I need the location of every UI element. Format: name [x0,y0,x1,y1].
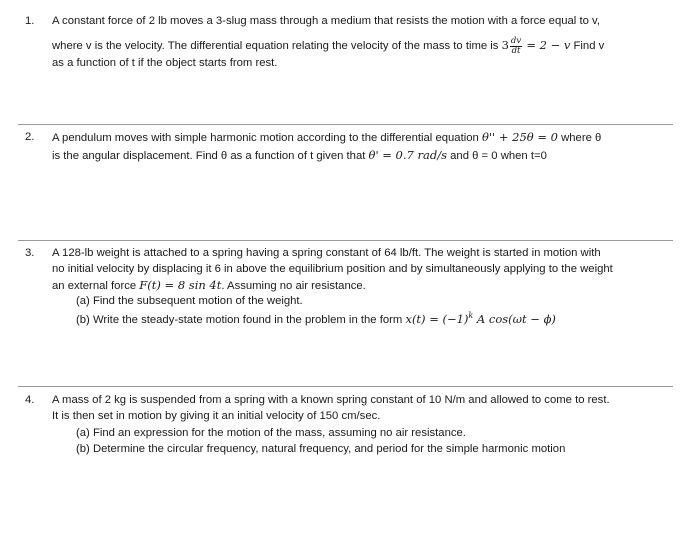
equation: θ'' + 25θ = 0 [481,130,558,144]
problem-part-b [76,311,556,329]
problem-text-line [52,147,547,165]
problem-text-line: A 128-lb weight is attached to a spring having a spring constant of 64 lb/ft. The weight is started in motion with [52,247,601,259]
problem-text-line: It is then set in motion by giving it an initial velocity of 150 cm/sec. [52,410,381,422]
problem-number: 1. [25,15,35,27]
problem-text: is the angular displacement. Find θ as a function of t given that [52,150,366,162]
problem-part-a: (a) Find an expression for the motion of the mass, assuming no air resistance. [76,427,466,439]
equation-rhs: = 2 − v [526,38,571,52]
equation-part: A cos(ωt − ϕ) [473,312,556,326]
problem-text-line: A constant force of 2 lb moves a 3-slug mass through a medium that resists the motion with a force equal to v, [52,15,600,27]
problem-text: Find v [573,40,605,52]
divider [18,386,673,387]
problem-part-a: (a) Find the subsequent motion of the weight. [76,295,303,307]
equation [405,312,555,326]
problem-number: 4. [25,394,35,406]
equation-coefficient: 3 [501,38,509,52]
problem-part-b: (b) Determine the circular frequency, natural frequency, and period for the simple harmonic motion [76,443,566,455]
derivative-fraction [510,37,522,55]
problem-number: 2. [25,131,35,143]
problem-text-line: no initial velocity by displacing it 6 in above the equilibrium position and by simultaneously applying to the weight [52,263,613,275]
problem-text-line: A mass of 2 kg is suspended from a spring with a known spring constant of 10 N/m and allowed to come to rest. [52,394,610,406]
problem-text: and θ = 0 when t=0 [450,150,547,162]
problem-text-line: as a function of t if the object starts from rest. [52,57,278,69]
equation-exponent: k [468,311,474,321]
fraction-numerator: dv [510,36,522,47]
problem-text: where θ [561,132,602,144]
equation: F(t) = 8 sin 4t [139,278,222,292]
problem-text: (b) Write the steady-state motion found in the problem in the form [76,314,403,326]
divider [18,240,673,241]
problem-text: where v is the velocity. The differential equation relating the velocity of the mass to time is [52,40,499,52]
equation: θ' = 0.7 rad/s [368,148,447,162]
equation-part: x(t) = (−1) [405,312,469,326]
divider [18,124,673,125]
problem-number: 3. [25,247,35,259]
problem-text: A pendulum moves with simple harmonic motion according to the differential equation [52,132,479,144]
problem-text-line [52,37,604,55]
problem-text-line [52,129,601,147]
problem-text-line [52,277,366,295]
fraction-denominator: dt [511,45,521,56]
problem-text: an external force [52,280,137,292]
problem-text: . Assuming no air resistance. [221,280,366,292]
